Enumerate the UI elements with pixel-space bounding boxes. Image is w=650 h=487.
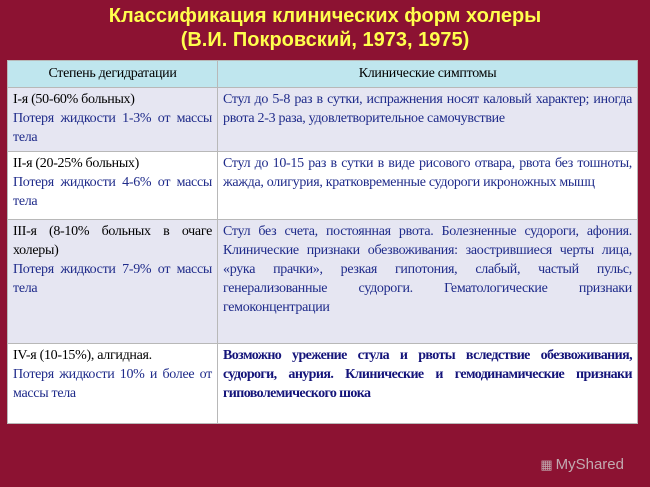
symptoms-text: Возможно урежение стула и рвоты вследствие обезвоживания, судороги, анурия. Клинические и гемодинамические признаки гиповолемического шока	[223, 348, 632, 401]
stage-label: III-я (8-10% больных в очаге холеры)	[13, 224, 212, 258]
fluid-loss: Потеря жидкости 7-9% от массы тела	[13, 262, 212, 296]
watermark-text: MyShared	[555, 456, 624, 473]
table-header-row	[8, 61, 638, 88]
header-symptoms: Клинические симптомы	[218, 61, 638, 88]
table-row	[8, 152, 638, 220]
table-row	[8, 220, 638, 344]
symptoms-text: Стул до 5-8 раз в сутки, испражнения носят каловый характер; иногда рвота 2-3 раза, удовлетворительное самочувствие	[223, 92, 632, 126]
title-line-1: Классификация клинических форм холеры	[108, 5, 542, 27]
stage-cell	[8, 152, 218, 220]
header-dehydration: Степень дегидратации	[8, 61, 218, 88]
fluid-loss: Потеря жидкости 4-6% от массы тела	[13, 175, 212, 209]
slideshow-icon: ▦	[540, 457, 553, 472]
table-row	[8, 344, 638, 424]
page-title	[0, 4, 650, 52]
title-line-2: (В.И. Покровский, 1973, 1975)	[180, 29, 470, 51]
stage-cell	[8, 344, 218, 424]
symptoms-cell	[218, 344, 638, 424]
stage-label: I-я (50-60% больных)	[13, 92, 135, 107]
fluid-loss: Потеря жидкости 10% и более от массы тела	[13, 367, 212, 401]
symptoms-cell	[218, 88, 638, 152]
classification-table	[7, 60, 638, 424]
symptoms-text: Стул без счета, постоянная рвота. Болезненные судороги, афония. Клинические признаки обезвоживания: заострившиеся черты лица, «рука прачки», резкая гипотония, слабый, частый пульс, генерализованные судороги. Гематологические признаки гемоконцентрации	[223, 224, 632, 315]
symptoms-text: Стул до 10-15 раз в сутки в виде рисового отвара, рвота без тошноты, жажда, олигурия, кратковременные судороги икроножных мышц	[223, 156, 632, 190]
table-row	[8, 88, 638, 152]
watermark	[540, 456, 624, 473]
symptoms-cell	[218, 152, 638, 220]
fluid-loss: Потеря жидкости 1-3% от массы тела	[13, 111, 212, 145]
stage-cell	[8, 220, 218, 344]
stage-label: IV-я (10-15%), алгидная.	[13, 348, 152, 363]
symptoms-cell	[218, 220, 638, 344]
stage-label: II-я (20-25% больных)	[13, 156, 139, 171]
stage-cell	[8, 88, 218, 152]
